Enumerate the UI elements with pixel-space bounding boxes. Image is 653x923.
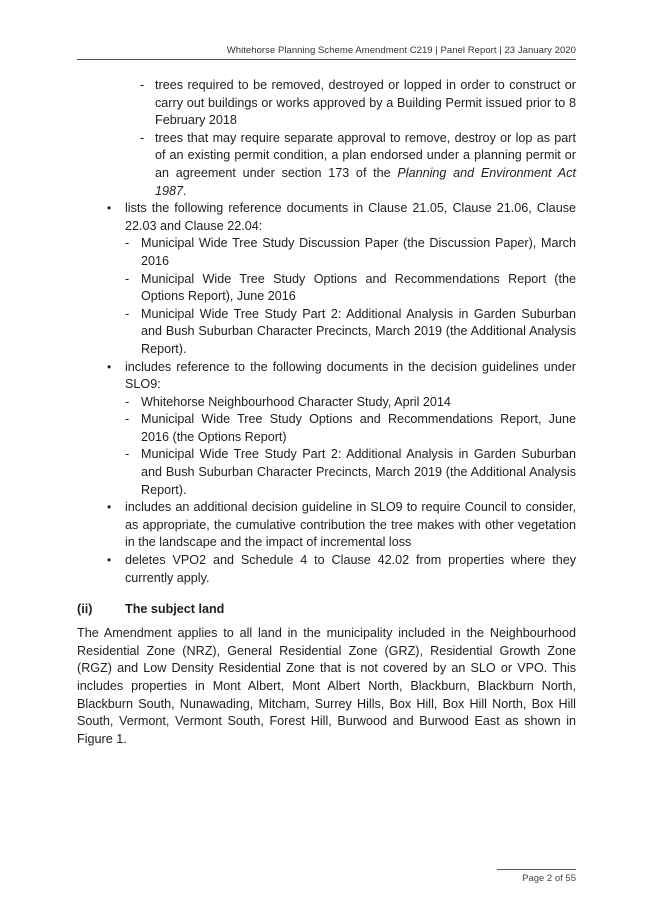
section-title: The subject land [125,602,225,617]
section-number: (ii) [77,602,93,617]
bullet-text: includes reference to the following documents in the decision guidelines under SLO9: [125,359,576,392]
list-item [77,77,576,130]
dash-marker: - [125,271,130,286]
dash-marker: - [125,394,130,409]
bullet-text: includes an additional decision guideline in SLO9 to require Council to consider, as appropriate, the cumulative contribution the tree makes with other vegetation in the landscape and the impact of incremental loss [125,500,576,550]
dash-marker: - [125,306,130,321]
act-title: Planning and Environment Act 1987 [155,165,577,198]
list-item [77,394,576,412]
list-item-text: Municipal Wide Tree Study Part 2: Additional Analysis in Garden Suburban and Bush Suburban Character Precincts, March 2019 (the Additional Analysis Report). [141,447,576,497]
bullet-text: deletes VPO2 and Schedule 4 to Clause 42.02 from properties where they currently apply. [125,553,576,585]
list-item [77,235,576,270]
list-item [77,271,576,306]
bullet-item [77,552,576,587]
bullet-marker: • [107,553,112,568]
list-item-text-end: . [183,183,187,198]
dash-marker: - [125,236,130,251]
list-item [77,130,576,200]
list-item-text: Municipal Wide Tree Study Options and Recommendations Report, June 2016 (the Options Report) [141,412,576,444]
dash-marker: - [140,78,145,92]
bullet-text: lists the following reference documents in Clause 21.05, Clause 21.06, Clause 22.03 and Clause 22.04: [125,201,576,233]
dash-marker: - [140,130,145,145]
header-rule [77,59,576,60]
bullet-item [77,499,576,552]
dash-marker: - [125,447,130,462]
list-item-text: trees that may require separate approval to remove, destroy or lop as part of an existing permit condition, a plan endorsed under a planning permit or an agreement under section 173 of the [155,130,576,180]
list-item-text: Municipal Wide Tree Study Options and Recommendations Report (the Options Report), June 2016 [141,271,576,304]
list-item-text: Whitehorse Neighbourhood Character Study, April 2014 [141,394,451,409]
list-item-text: Municipal Wide Tree Study Discussion Paper (the Discussion Paper), March 2016 [141,236,576,268]
list-item-text: trees required to be removed, destroyed or lopped in order to construct or carry out buildings or works approved by a Building Permit issued prior to 8 February 2018 [155,78,576,128]
section-heading [77,601,576,619]
bullet-marker: • [107,359,112,374]
body-paragraph: The Amendment applies to all land in the municipality included in the Neighbourhood Residential Zone (NRZ), General Residential Zone (GRZ), Residential Growth Zone (RGZ) and Low Density Residential Zone that is not covered by an SLO or VPO. This includes properties in Mont Albert, Mont Albert North, Blackburn, Blackburn North, Blackburn South, Nunawading, Mitcham, Surrey Hills, Box Hill, Box Hill North, Box Hill South, Vermont, Vermont South, Forest Hill, Burwood and Burwood East as shown in Figure 1. [77,626,576,746]
bullet-marker: • [107,201,112,216]
list-item [77,306,576,359]
running-header: Whitehorse Planning Scheme Amendment C219 | Panel Report | 23 January 2020 [226,45,576,56]
dash-marker: - [125,412,130,427]
list-item-text: Municipal Wide Tree Study Part 2: Additional Analysis in Garden Suburban and Bush Suburban Character Precincts, March 2019 (the Additional Analysis Report). [141,306,576,356]
page-number: Page 2 of 55 [522,873,576,884]
bullet-item [77,200,576,235]
bullet-marker: • [107,500,112,515]
document-body [77,77,576,748]
list-item [77,411,576,446]
list-item [77,446,576,499]
footer-rule [497,869,576,870]
bullet-item [77,359,576,394]
